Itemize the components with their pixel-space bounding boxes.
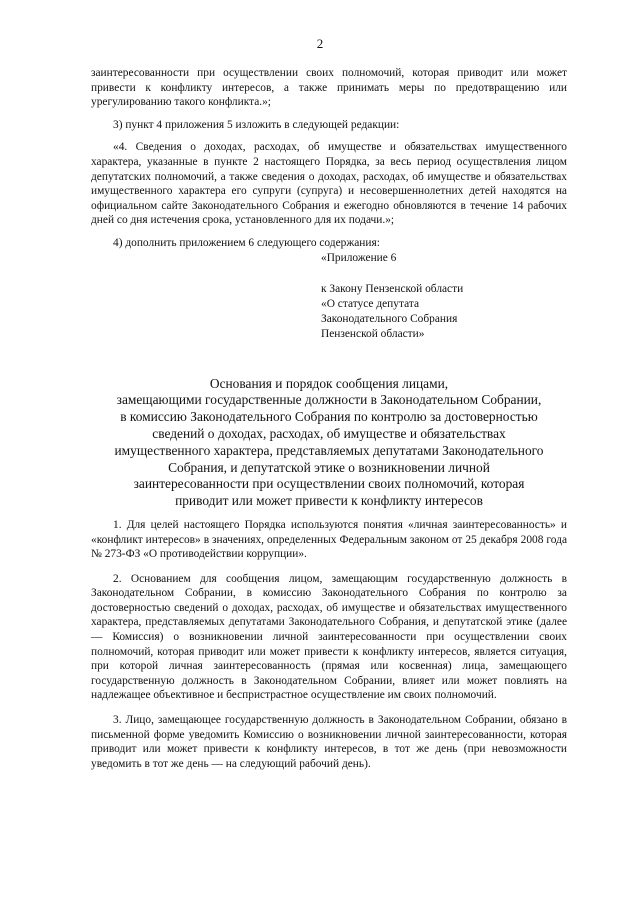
section-title	[91, 376, 567, 510]
appendix-line: Законодательного Собрания	[321, 312, 458, 325]
paragraph-2: 2. Основанием для сообщения лицом, замещающим государственную должность в Законодательном Собрании, в комиссию Законодательного Собрания по контролю за достоверностью сведений о доходах, расходах, об имуществе и обязательствах имущественного характера, представляемых депутатами Законодательного Собрания, и депутатской этике (далее — Комиссия) о возникновении личной заинтересованности при осуществлении своих полномочий, которая приводит или может привести к конфликту интересов, является ситуация, при которой личная заинтересованность (прямая или косвенная) лица, замещающего государственную должность в Законодательном Собрании, влияет или может повлиять на надлежащее объективное и беспристрастное осуществление им своих полномочий.	[91, 572, 567, 702]
title-line: замещающими государственные должности в Законодательном Собрании,	[116, 392, 542, 408]
document-body	[91, 66, 567, 771]
appendix-line: «Приложение 6	[321, 251, 397, 264]
title-line: Основания и порядок сообщения лицами,	[209, 375, 449, 391]
title-line: Собрания, и депутатской этике о возникновении личной	[168, 459, 490, 475]
paragraph-item-4: 4) дополнить приложением 6 следующего содержания:	[113, 236, 380, 249]
title-line: в комиссию Законодательного Собрания по контролю за достоверностью	[120, 409, 538, 425]
title-line: сведений о доходах, расходах, об имуществе и обязательствах	[152, 425, 506, 441]
appendix-line: к Закону Пензенской области	[321, 282, 464, 295]
paragraph-1: 1. Для целей настоящего Порядка используются понятия «личная заинтересованность» и «конфликт интересов» в значениях, определенных Федеральным законом от 25 декабря 2008 года № 273-ФЗ «О противодействии коррупции».	[91, 518, 567, 561]
paragraph-3: 3. Лицо, замещающее государственную должность в Законодательном Собрании, обязано в письменной форме уведомить Комиссию о возникновении личной заинтересованности, которая приводит или может привести к конфликту интересов, в тот же день (при невозможности уведомить в тот же день — на следующий рабочий день).	[91, 714, 567, 770]
paragraph-item-3: 3) пункт 4 приложения 5 изложить в следующей редакции:	[113, 118, 400, 131]
title-line: имущественного характера, представляемых депутатами Законодательного	[114, 442, 544, 458]
appendix-header	[321, 251, 567, 342]
title-line: заинтересованности при осуществлении своих полномочий, которая	[133, 476, 525, 492]
paragraph-continuation: заинтересованности при осуществлении своих полномочий, которая приводит или может привести к конфликту интересов, а также принимать меры по предотвращению или урегулированию такого конфликта.»;	[91, 67, 567, 109]
page-number: 2	[316, 36, 324, 51]
appendix-line: Пензенской области»	[321, 327, 425, 340]
appendix-line: «О статусе депутата	[321, 297, 420, 310]
paragraph-item-3-text: «4. Сведения о доходах, расходах, об имуществе и обязательствах имущественного характера, указанные в пункте 2 настоящего Порядка, за весь период осуществления лицом депутатских полномочий, а также сведения о доходах, расходах, об имуществе и обязательствах имущественного характера его супруги (супруга) и несовершеннолетних детей находятся на официальном сайте Законодательного Собрания и ежегодно обновляются в течение 14 рабочих дней со дня истечения срока, установленного для их подачи.»;	[91, 141, 567, 227]
title-line: приводит или может привести к конфликту интересов	[175, 493, 483, 509]
